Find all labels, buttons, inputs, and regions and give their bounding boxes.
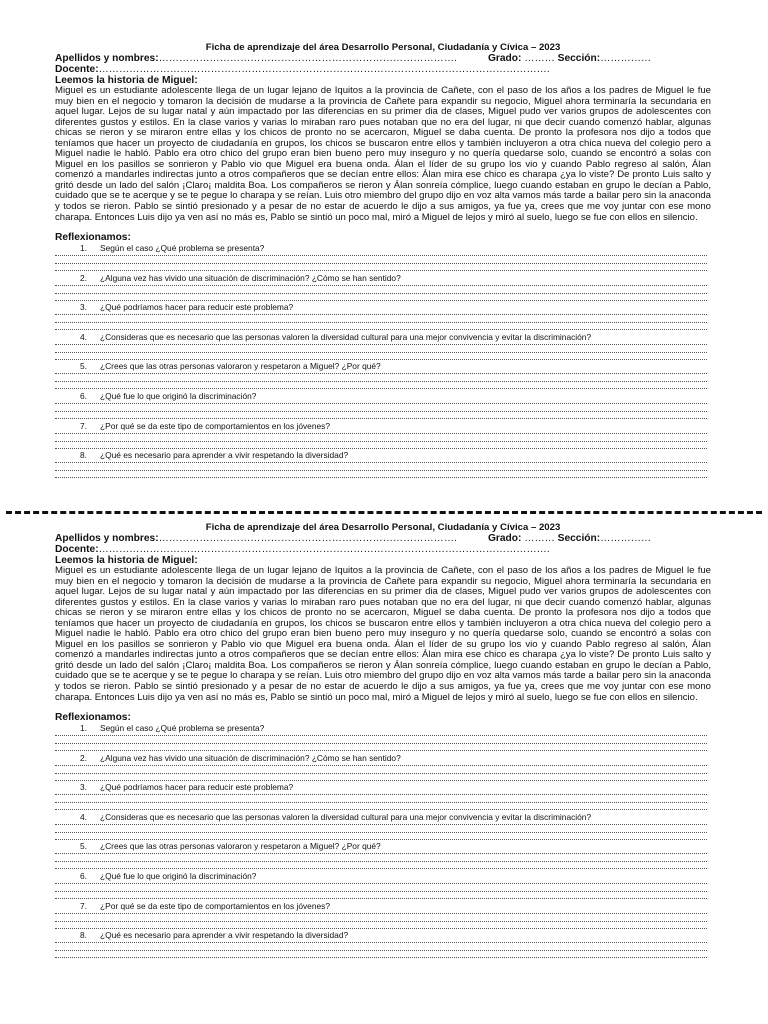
question-number: 8. [80, 930, 87, 941]
answer-line[interactable] [55, 388, 707, 389]
question-number: 3. [80, 302, 87, 313]
apellidos-row [55, 53, 711, 64]
apellidos-label: Apellidos y nombres: [55, 53, 159, 64]
answer-line[interactable] [55, 802, 707, 803]
answer-line[interactable] [55, 861, 707, 862]
answer-line[interactable] [55, 411, 707, 412]
reflection-title: Reflexionamos: [55, 232, 131, 244]
question-text: ¿Por qué se da este tipo de comportamientos en los jóvenes? [100, 420, 330, 431]
grado-label: Grado: [488, 533, 522, 544]
question-item [55, 901, 711, 931]
question-number: 7. [80, 900, 87, 911]
question-list [55, 243, 711, 480]
answer-line[interactable] [55, 794, 707, 795]
question-text: ¿Qué fue lo que originó la discriminación? [100, 391, 257, 402]
answer-line[interactable] [55, 359, 707, 360]
worksheet-title: Ficha de aprendizaje del área Desarrollo Personal, Ciudadanía y Cívica – 2023 [205, 522, 561, 533]
story-text: Miguel es un estudiante adolescente llega de un lugar lejano de Iquitos a la provincia de Cañete, con el paso de los años a los padres de Miguel le fue muy bien en el negocio y tomaron la decisión de mudarse a la provincia de Cañete para expandir su negocio, Miguel ahora terminaría la secundaria en aquel lugar. Lejos de su lugar natal y aún impactado por las diferencias en su primer dia de clases, Miguel pudo ver varios grupos de adolescentes con diferentes gustos y estilos. En la clase varios y varias lo miraban raro pues notaban que no era del lugar, ni que decir cuando comenzó hablar, algunas chicas se rieron y se miraron entre ellas y los chicos de pronto no se acercaron, Miguel se daba cuenta. De pronto la profesora nos dijo a todos que teníamos que hacer un proyecto de ciudadanía en grupos, los chicos se buscaron entre ellos y también incluyeron a otra chica nueva del colegio pero a Miguel nadie le habló. Pablo era otro chico del grupo eran bien bueno pero muy inseguro y no quería quedarse solo, cuando se encontró a solas con Miguel en los pasillos se sonrieron y Pablo vio que Miguel era buena onda. Álan el líder de su grupo los vio y cuando Pablo regreso al salón, Álan comenzó a mandarles indirectas junto a otros compañeros que se decían entre ellos: Álan mira ese chico es charapa ¿ya lo viste? De pronto Luis salto y gritó desde un lado del salón ¡Claro¡ maldita Boa. Los compañeros se rieron y Álan sonreía cómplice, luego cuando estaban en grupo le decían a Pablo, cuidado que se te acerque y se te pegue lo charapa y se reían. Luis otro miembro del grupo dijo en voz alta vamos más tarde a bailar pero sin la anaconda y todos se rieron. Pablo se sintió presionado y a pesar de no estar de acuerdo le dijo a sus amigos, ya fue ya, crees que me voy juntar con ese mono charapa. Entonces Luis dijo ya ven así no más es, Pablo se sintió un poco mal, miró a Miguel de lejos y miró al suelo, luego se fue con ellos en silencio. [55, 85, 711, 223]
docente-label: Docente: [55, 544, 99, 555]
question-item [55, 332, 711, 362]
question-number: 4. [80, 331, 87, 342]
answer-line[interactable] [55, 809, 707, 810]
reflection-title: Reflexionamos: [55, 712, 131, 724]
answer-line[interactable] [55, 285, 707, 286]
answer-line[interactable] [55, 293, 707, 294]
question-item [55, 930, 711, 960]
answer-line[interactable] [55, 765, 707, 766]
answer-line[interactable] [55, 448, 707, 449]
answer-line[interactable] [55, 735, 707, 736]
answer-line[interactable] [55, 477, 707, 478]
docente-row [55, 64, 711, 75]
question-text: ¿Qué podríamos hacer para reducir este problema? [100, 782, 294, 793]
answer-line[interactable] [55, 891, 707, 892]
question-item [55, 302, 711, 332]
question-item [55, 812, 711, 842]
answer-line[interactable] [55, 750, 707, 751]
apellidos-blank[interactable]: ……………………………………………………………………………. [158, 533, 457, 544]
answer-line[interactable] [55, 921, 707, 922]
answer-line[interactable] [55, 433, 707, 434]
answer-line[interactable] [55, 950, 707, 951]
answer-line[interactable] [55, 381, 707, 382]
answer-line[interactable] [55, 913, 707, 914]
question-text: ¿Alguna vez has vivido una situación de discriminación? ¿Cómo se han sentido? [100, 752, 401, 763]
answer-line[interactable] [55, 832, 707, 833]
question-text: ¿Consideras que es necesario que las personas valoren la diversidad cultural para una mejor convivencia y evitar la discriminación? [100, 331, 592, 342]
question-number: 3. [80, 782, 87, 793]
question-number: 1. [80, 243, 87, 254]
question-item [55, 273, 711, 303]
question-item [55, 753, 711, 783]
question-item [55, 450, 711, 480]
answer-line[interactable] [55, 255, 707, 256]
docente-blank[interactable]: ……………………………………………………………………………………………………………………. [98, 64, 550, 75]
question-text: Según el caso ¿Qué problema se presenta? [100, 723, 265, 734]
question-item [55, 841, 711, 871]
answer-line[interactable] [55, 329, 707, 330]
answer-line[interactable] [55, 344, 707, 345]
question-item [55, 723, 711, 753]
docente-blank[interactable]: ……………………………………………………………………………………………………………………. [98, 544, 550, 555]
answer-line[interactable] [55, 441, 707, 442]
grado-blank[interactable]: ……… [524, 53, 555, 64]
question-text: ¿Crees que las otras personas valoraron y respetaron a Miguel? ¿Por qué? [100, 841, 381, 852]
question-text: Según el caso ¿Qué problema se presenta? [100, 243, 265, 254]
answer-line[interactable] [55, 853, 707, 854]
grado-seccion [488, 533, 651, 544]
answer-line[interactable] [55, 462, 707, 463]
answer-line[interactable] [55, 883, 707, 884]
answer-line[interactable] [55, 373, 707, 374]
question-number: 5. [80, 841, 87, 852]
docente-row [55, 544, 711, 555]
docente-label: Docente: [55, 64, 99, 75]
answer-line[interactable] [55, 773, 707, 774]
story-title: Leemos la historia de Miguel: [55, 555, 198, 566]
question-item [55, 782, 711, 812]
answer-line[interactable] [55, 824, 707, 825]
worksheet-top [55, 42, 711, 480]
question-text: ¿Crees que las otras personas valoraron y respetaron a Miguel? ¿Por qué? [100, 361, 381, 372]
answer-line[interactable] [55, 418, 707, 419]
answer-line[interactable] [55, 942, 707, 943]
seccion-label: Sección: [557, 533, 601, 544]
answer-line[interactable] [55, 314, 707, 315]
answer-line[interactable] [55, 928, 707, 929]
question-item [55, 243, 711, 273]
question-item [55, 871, 711, 901]
story-title: Leemos la historia de Miguel: [55, 75, 198, 86]
grado-blank[interactable]: ……… [524, 533, 555, 544]
answer-line[interactable] [55, 270, 707, 271]
answer-line[interactable] [55, 743, 707, 744]
apellidos-label: Apellidos y nombres: [55, 533, 159, 544]
answer-line[interactable] [55, 263, 707, 264]
grado-seccion [488, 53, 651, 64]
question-text: ¿Qué es necesario para aprender a vivir respetando la diversidad? [100, 930, 349, 941]
question-text: ¿Alguna vez has vivido una situación de discriminación? ¿Cómo se han sentido? [100, 272, 401, 283]
question-number: 2. [80, 272, 87, 283]
question-item [55, 361, 711, 391]
apellidos-row [55, 533, 711, 544]
cut-line-divider [6, 511, 762, 514]
question-text: ¿Consideras que es necesario que las personas valoren la diversidad cultural para una mejor convivencia y evitar la discriminación? [100, 811, 592, 822]
question-number: 8. [80, 450, 87, 461]
apellidos-blank[interactable]: ……………………………………………………………………………. [158, 53, 457, 64]
question-number: 5. [80, 361, 87, 372]
worksheet-title: Ficha de aprendizaje del área Desarrollo Personal, Ciudadanía y Cívica – 2023 [205, 42, 561, 53]
question-number: 1. [80, 723, 87, 734]
question-number: 2. [80, 752, 87, 763]
question-list [55, 723, 711, 960]
answer-line[interactable] [55, 300, 707, 301]
seccion-label: Sección: [557, 53, 601, 64]
question-text: ¿Qué es necesario para aprender a vivir respetando la diversidad? [100, 450, 349, 461]
question-text: ¿Qué fue lo que originó la discriminación? [100, 871, 257, 882]
answer-line[interactable] [55, 898, 707, 899]
answer-line[interactable] [55, 868, 707, 869]
worksheet-bottom [55, 522, 711, 960]
answer-line[interactable] [55, 957, 707, 958]
answer-line[interactable] [55, 322, 707, 323]
question-number: 4. [80, 811, 87, 822]
answer-line[interactable] [55, 839, 707, 840]
grado-label: Grado: [488, 53, 522, 64]
question-item [55, 421, 711, 451]
answer-line[interactable] [55, 403, 707, 404]
seccion-blank[interactable]: …………… [600, 53, 652, 64]
question-text: ¿Por qué se da este tipo de comportamientos en los jóvenes? [100, 900, 330, 911]
answer-line[interactable] [55, 470, 707, 471]
question-number: 7. [80, 420, 87, 431]
question-number: 6. [80, 391, 87, 402]
answer-line[interactable] [55, 352, 707, 353]
story-text: Miguel es un estudiante adolescente llega de un lugar lejano de Iquitos a la provincia de Cañete, con el paso de los años a los padres de Miguel le fue muy bien en el negocio y tomaron la decisión de mudarse a la provincia de Cañete para expandir su negocio, Miguel ahora terminaría la secundaria en aquel lugar. Lejos de su lugar natal y aún impactado por las diferencias en su primer dia de clases, Miguel pudo ver varios grupos de adolescentes con diferentes gustos y estilos. En la clase varios y varias lo miraban raro pues notaban que no era del lugar, ni que decir cuando comenzó hablar, algunas chicas se rieron y se miraron entre ellas y los chicos de pronto no se acercaron, Miguel se daba cuenta. De pronto la profesora nos dijo a todos que teníamos que hacer un proyecto de ciudadanía en grupos, los chicos se buscaron entre ellos y también incluyeron a otra chica nueva del colegio pero a Miguel nadie le habló. Pablo era otro chico del grupo eran bien bueno pero muy inseguro y no quería quedarse solo, cuando se encontró a solas con Miguel en los pasillos se sonrieron y Pablo vio que Miguel era buena onda. Álan el líder de su grupo los vio y cuando Pablo regreso al salón, Álan comenzó a mandarles indirectas junto a otros compañeros que se decían entre ellos: Álan mira ese chico es charapa ¿ya lo viste? De pronto Luis salto y gritó desde un lado del salón ¡Claro¡ maldita Boa. Los compañeros se rieron y Álan sonreía cómplice, luego cuando estaban en grupo le decían a Pablo, cuidado que se te acerque y se te pegue lo charapa y se reían. Luis otro miembro del grupo dijo en voz alta vamos más tarde a bailar pero sin la anaconda y todos se rieron. Pablo se sintió presionado y a pesar de no estar de acuerdo le dijo a sus amigos, ya fue ya, crees que me voy juntar con ese mono charapa. Entonces Luis dijo ya ven así no más es, Pablo se sintió un poco mal, miró a Miguel de lejos y miró al suelo, luego se fue con ellos en silencio. [55, 565, 711, 703]
question-item [55, 391, 711, 421]
answer-line[interactable] [55, 780, 707, 781]
question-text: ¿Qué podríamos hacer para reducir este problema? [100, 302, 294, 313]
seccion-blank[interactable]: …………… [600, 533, 652, 544]
question-number: 6. [80, 871, 87, 882]
